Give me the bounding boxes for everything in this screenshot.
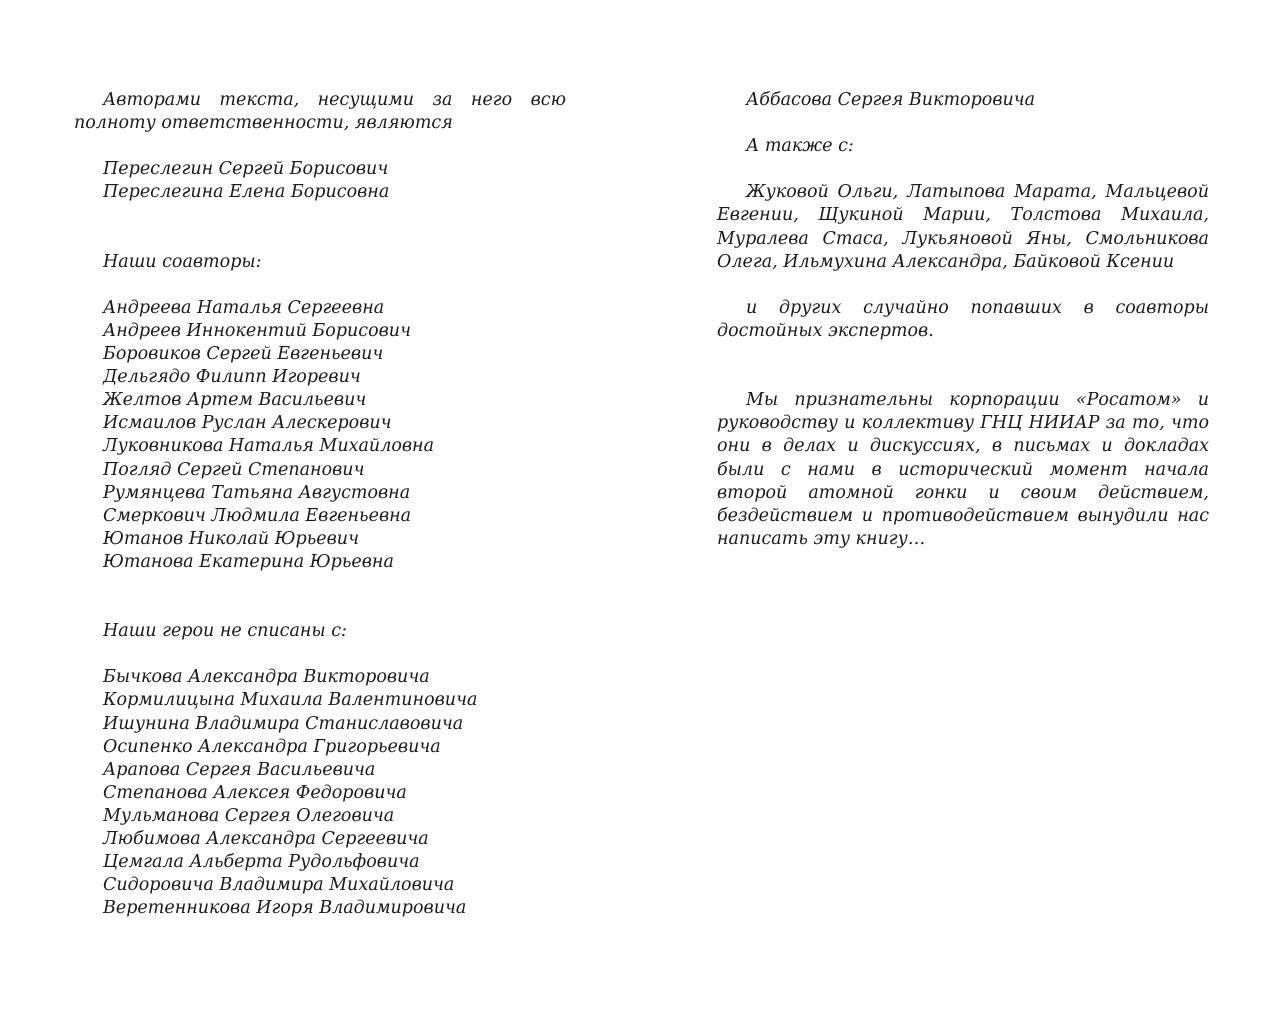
authors-list: [74, 158, 566, 204]
hero-name: Арапова Сергея Васильевича: [103, 759, 376, 780]
hero-name: Веретенникова Игоря Владимировича: [103, 898, 467, 919]
other-experts-paragraph: и других случайно попавших в соавторы достойных экспертов.: [717, 297, 1209, 341]
hero-name: Осипенко Александра Григорьевича: [103, 736, 441, 757]
hero-name: Бычкова Александра Викторовича: [103, 667, 430, 688]
left-page: [74, 89, 566, 920]
coauthor-name: Андреев Иннокентий Борисович: [103, 320, 411, 341]
authors-intro: Авторами текста, несущими за него всю полноту ответственности, являются: [74, 90, 566, 134]
coauthor-name: Румянцева Татьяна Августовна: [103, 482, 411, 503]
hero-name: Любимова Александра Сергеевича: [103, 829, 429, 849]
author-name: Переслегина Елена Борисовна: [103, 182, 390, 203]
hero-name: Сидоровича Владимира Михайловича: [103, 875, 455, 896]
coauthor-name: Ютанов Николай Юрьевич: [103, 528, 359, 549]
right-page: [717, 89, 1209, 551]
coauthor-name: Андреева Наталья Сергеевна: [103, 297, 385, 318]
hero-name: Степанова Алексея Федоровича: [103, 782, 407, 803]
coauthors-heading: Наши соавторы:: [103, 251, 262, 272]
also-names-paragraph: Жуковой Ольги, Латыпова Марата, Мальцевой Евгении, Щукиной Марии, Толстова Михаила, Муралева Стаса, Лукьяновой Яны, Смольникова Олега, Ильмухина Александра, Байковой Ксении: [717, 182, 1209, 272]
coauthor-name: Желтов Артем Васильевич: [103, 390, 367, 411]
coauthor-name: Погляд Сергей Степанович: [103, 459, 365, 480]
hero-name: Мульманова Сергея Олеговича: [103, 805, 395, 826]
coauthor-name: Луковникова Наталья Михайловна: [103, 436, 435, 457]
coauthor-name: Исмаилов Руслан Алескерович: [103, 413, 392, 434]
hero-name: Ишунина Владимира Станиславовича: [103, 713, 464, 734]
coauthor-name: Ютанова Екатерина Юрьевна: [103, 551, 394, 572]
also-heading: А также с:: [746, 136, 854, 157]
coauthor-name: Боровиков Сергей Евгеньевич: [103, 344, 384, 365]
hero-name: Цемгала Альберта Рудольфовича: [103, 852, 420, 873]
gratitude-paragraph: Мы признательны корпорации «Росатом» и руководству и коллективу ГНЦ НИИАР за то, что они в делах и дискуссиях, в письмах и докладах были с нами в исторический момент начала второй атомной гонки и своим действием, бездействием и противодействием вынудили нас написать эту книгу…: [717, 390, 1209, 549]
coauthor-name: Дельгядо Филипп Игоревич: [103, 367, 361, 388]
hero-name: Аббасова Сергея Викторовича: [746, 90, 1036, 110]
heroes-list: [74, 666, 566, 920]
heroes-list-continued: [717, 89, 1209, 112]
coauthor-name: Смеркович Людмила Евгеньевна: [103, 505, 412, 526]
author-name: Переслегин Сергей Борисович: [103, 159, 389, 180]
heroes-heading: Наши герои не списаны с:: [103, 621, 347, 642]
coauthors-list: [74, 297, 566, 574]
hero-name: Кормилицына Михаила Валентиновича: [103, 690, 478, 711]
